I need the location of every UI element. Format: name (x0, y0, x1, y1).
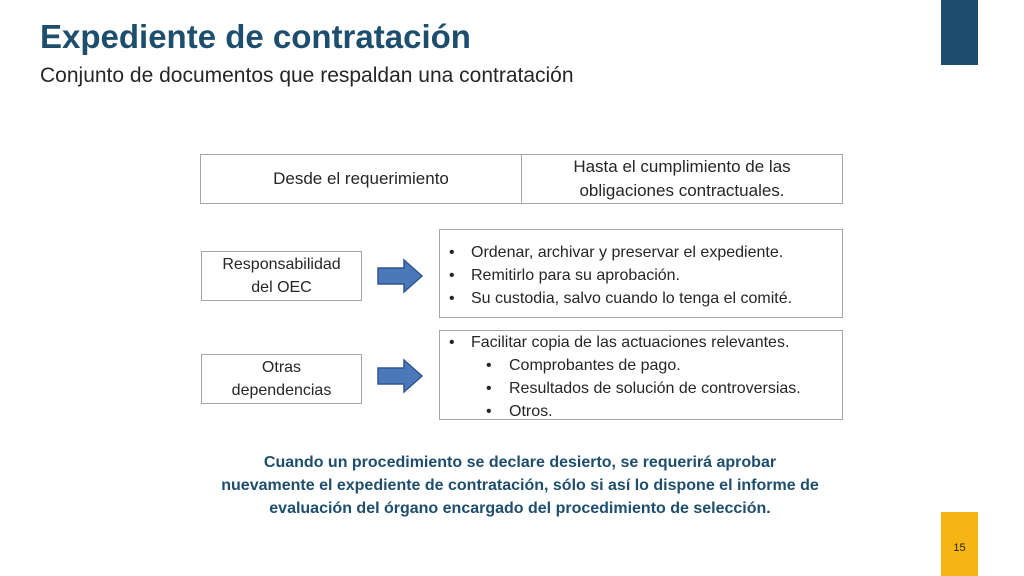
list-item: • Ordenar, archivar y preservar el expediente. (440, 241, 842, 264)
list-item: • Facilitar copia de las actuaciones relevantes. (440, 331, 842, 354)
sub-list-item: • Otros. (440, 400, 842, 423)
range-from-box (200, 154, 522, 204)
responsabilidad-oec-box (201, 251, 362, 301)
range-to-line1: Hasta el cumplimiento de las (573, 157, 791, 176)
sub-list-item: • Resultados de solución de controversias. (440, 377, 842, 400)
range-from-label: Desde el requerimiento (273, 169, 449, 188)
otras-list (439, 330, 843, 420)
otras-dependencias-box (201, 354, 362, 404)
otras-label-line2: dependencias (231, 382, 332, 399)
page-number-badge (941, 512, 978, 576)
responsabilidad-list (439, 229, 843, 318)
page-number: 15 (953, 542, 966, 554)
right-arrow-icon (376, 258, 424, 294)
slide-title: Expediente de contratación (40, 18, 471, 55)
list-item: • Remitirlo para su aprobación. (440, 264, 842, 287)
desierto-note (200, 451, 840, 520)
responsabilidad-label-line2: del OEC (251, 279, 312, 296)
responsabilidad-label-line1: Responsabilidad (222, 256, 341, 273)
range-to-box (521, 154, 843, 204)
range-to-line2: obligaciones contractuales. (579, 181, 785, 200)
note-line1: Cuando un procedimiento se declare desierto, se requerirá aprobar (263, 454, 777, 471)
corner-accent-bar (941, 0, 978, 65)
slide-subtitle: Conjunto de documentos que respaldan una contratación (40, 64, 574, 87)
note-line2: nuevamente el expediente de contratación, sólo si así lo dispone el informe de (221, 477, 819, 494)
otras-label-line1: Otras (261, 359, 302, 376)
right-arrow-icon (376, 358, 424, 394)
note-line3: evaluación del órgano encargado del procedimiento de selección. (269, 500, 771, 517)
sub-list-item: • Comprobantes de pago. (440, 354, 842, 377)
list-item: • Su custodia, salvo cuando lo tenga el comité. (440, 287, 842, 310)
